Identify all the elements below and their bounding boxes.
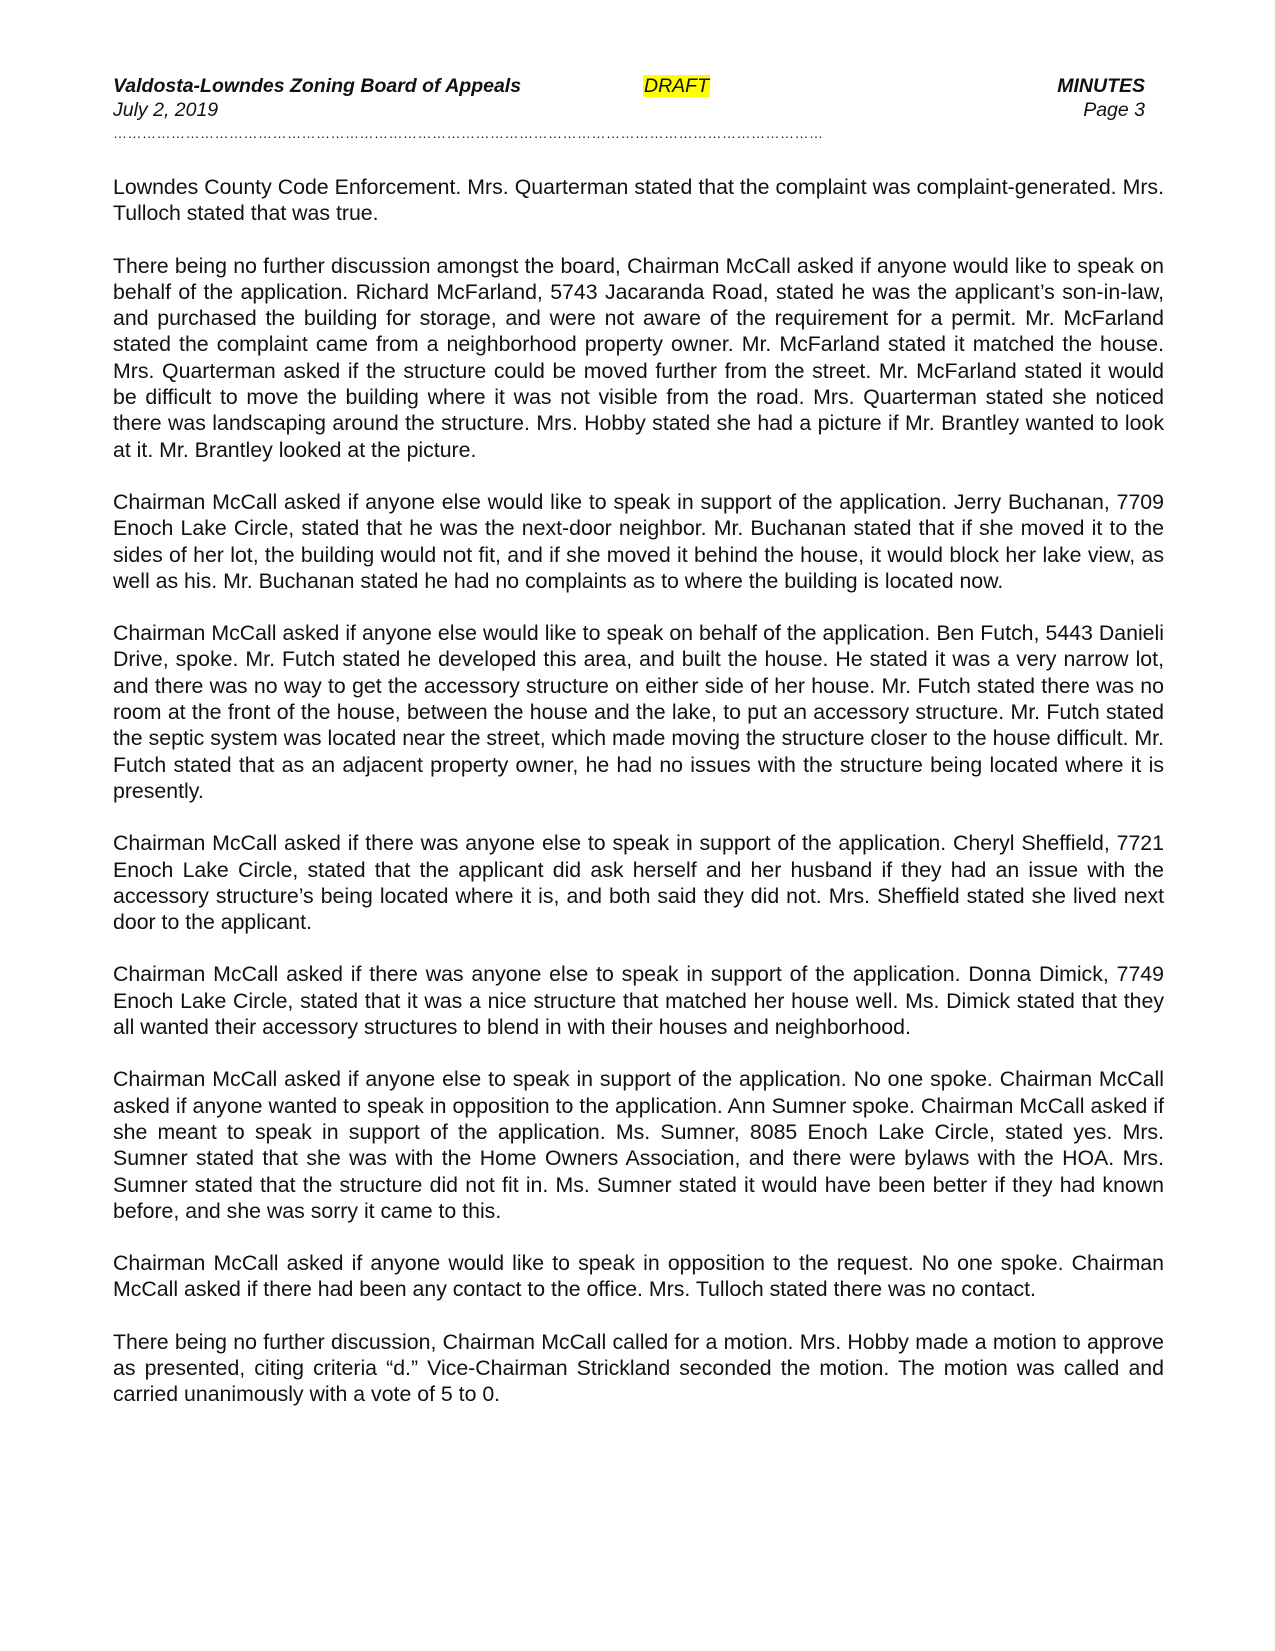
- dotted-separator: …………………………………………………………………………………………………………………………………: [113, 126, 824, 140]
- paragraph: Lowndes County Code Enforcement. Mrs. Quarterman stated that the complaint was complaint-generated. Mrs. Tulloch stated that was true.: [113, 175, 1164, 226]
- minutes-body: [113, 174, 1164, 1434]
- paragraph: Chairman McCall asked if there was anyone else to speak in support of the application. Cheryl Sheffield, 7721 Enoch Lake Circle, stated that the applicant did ask herself and her husband if they had an issue with the accessory structure’s being located where it is, and both said they did not. Mrs. Sheffield stated she lived next door to the applicant.: [113, 831, 1164, 935]
- page-number: Page 3: [1083, 99, 1145, 121]
- paragraph: There being no further discussion, Chairman McCall called for a motion. Mrs. Hobby made a motion to approve as presented, citing criteria “d.” Vice-Chairman Strickland seconded the motion. The motion was called and carried unanimously with a vote of 5 to 0.: [113, 1329, 1164, 1407]
- draft-highlight: DRAFT: [644, 75, 709, 97]
- page-header: [113, 74, 1145, 122]
- header-row-2: [113, 98, 1145, 122]
- paragraph: Chairman McCall asked if anyone would like to speak in opposition to the request. No one spoke. Chairman McCall asked if there had been any contact to the office. Mrs. Tulloch stated there was no contact.: [113, 1251, 1164, 1302]
- paragraph: There being no further discussion amongst the board, Chairman McCall asked if anyone would like to speak on behalf of the application. Richard McFarland, 5743 Jacaranda Road, stated he was the applicant’s son-in-law, and purchased the building for storage, and were not aware of the requirement for a permit. Mr. McFarland stated the complaint came from a neighborhood property owner. Mr. McFarland stated it matched the house. Mrs. Quarterman asked if the structure could be moved further from the street. Mr. McFarland stated it would be difficult to move the building where it was not visible from the road. Mrs. Quarterman stated she noticed there was landscaping around the structure. Mrs. Hobby stated she had a picture if Mr. Brantley wanted to look at it. Mr. Brantley looked at the picture.: [113, 253, 1164, 462]
- meeting-date: July 2, 2019: [113, 99, 219, 121]
- paragraph: Chairman McCall asked if anyone else to speak in support of the application. No one spoke. Chairman McCall asked if anyone wanted to speak in opposition to the application. Ann Sumner spoke. Chairman McCall asked if she meant to speak in support of the application. Ms. Sumner, 8085 Enoch Lake Circle, stated yes. Mrs. Sumner stated that she was with the Home Owners Association, and there were bylaws with the HOA. Mrs. Sumner stated that the structure did not fit in. Ms. Sumner stated it would have been better if they had known before, and she was sorry it came to this.: [113, 1067, 1164, 1223]
- board-name: Valdosta-Lowndes Zoning Board of Appeals: [113, 75, 522, 97]
- draft-label: [643, 74, 710, 98]
- paragraph: Chairman McCall asked if there was anyone else to speak in support of the application. Donna Dimick, 7749 Enoch Lake Circle, stated that it was a nice structure that matched her house well. Ms. Dimick stated that they all wanted their accessory structures to blend in with their houses and neighborhood.: [113, 962, 1164, 1040]
- paragraph: Chairman McCall asked if anyone else would like to speak on behalf of the application. Ben Futch, 5443 Danieli Drive, spoke. Mr. Futch stated he developed this area, and built the house. He stated it was a very narrow lot, and there was no way to get the accessory structure on either side of her house. Mr. Futch stated there was no room at the front of the house, between the house and the lake, to put an accessory structure. Mr. Futch stated the septic system was located near the street, which made moving the structure closer to the house difficult. Mr. Futch stated that as an adjacent property owner, he had no issues with the structure being located where it is presently.: [113, 621, 1164, 803]
- doc-type: MINUTES: [1057, 75, 1145, 97]
- header-row-1: [113, 74, 1145, 98]
- paragraph: Chairman McCall asked if anyone else would like to speak in support of the application. Jerry Buchanan, 7709 Enoch Lake Circle, stated that he was the next-door neighbor. Mr. Buchanan stated that if she moved it to the sides of her lot, the building would not fit, and if she moved it behind the house, it would block her lake view, as well as his. Mr. Buchanan stated he had no complaints as to where the building is located now.: [113, 489, 1164, 593]
